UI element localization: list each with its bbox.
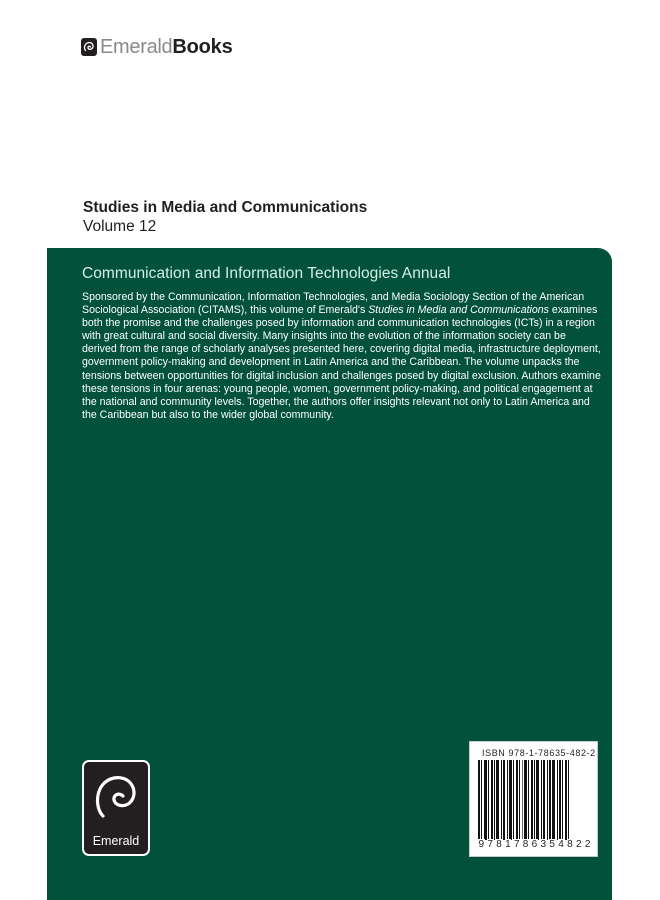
barcode-digit: 7 xyxy=(513,839,520,850)
book-title: Communication and Information Technologies Annual xyxy=(82,265,451,282)
barcode-digit: 2 xyxy=(575,839,582,850)
publisher-logo-label: Emerald xyxy=(92,834,140,848)
barcode-digit: 7 xyxy=(487,839,493,850)
brand-name-books: Books xyxy=(172,35,233,58)
publisher-logo xyxy=(82,760,150,856)
isbn-barcode xyxy=(469,741,598,857)
series-info xyxy=(83,198,367,236)
description-text-2: examines both the promise and the challenges posed by information and communication technologies (ICTs) in a region with great cultural and social diversity. Many insights into the evolution of the information society can be derived from the range of scholarly analyses presented here, covering digital media, infrastructure deployment, government policy-making and development in Latin America and the Caribbean. The volume unpacks the tensions between opportunities for digital inclusion and challenges posed by digital exclusion. Authors examine these tensions in four arenas: young people, women, government policy-making, and political engagement at the national and community levels. Together, the authors offer insights relevant not only to Latin America and the Caribbean but also to the wider global community. xyxy=(82,304,601,421)
isbn-number: ISBN 978-1-78635-482-2 xyxy=(482,748,596,758)
emerald-e-icon xyxy=(81,38,97,56)
description-series-italic: Studies in Media and Communications xyxy=(368,304,549,317)
barcode-digit: 5 xyxy=(549,839,555,850)
emerald-e-icon xyxy=(94,772,138,824)
barcode-digits xyxy=(478,839,591,850)
emerald-books-logo xyxy=(81,36,233,58)
barcode-digit: 8 xyxy=(496,839,502,850)
barcode-digit: 6 xyxy=(531,839,538,850)
barcode-digit: 9 xyxy=(478,839,485,850)
barcode-digit: 8 xyxy=(567,839,573,850)
barcode-digit: 4 xyxy=(558,839,564,850)
barcode-bars xyxy=(478,760,591,840)
description-text-1: Sponsored by the Communication, Information Technologies, and Media Sociology Section of the American Sociological Association (CITAMS), this volume of Emerald's xyxy=(82,291,585,317)
barcode-digit: 2 xyxy=(584,839,591,850)
barcode-digit: 8 xyxy=(522,839,529,850)
barcode-digit: 3 xyxy=(540,839,547,850)
series-volume: Volume 12 xyxy=(83,218,157,235)
barcode-digit: 1 xyxy=(505,839,511,850)
book-description xyxy=(82,291,602,422)
series-title: Studies in Media and Communications xyxy=(83,199,368,216)
brand-name-emerald: Emerald xyxy=(100,35,173,58)
